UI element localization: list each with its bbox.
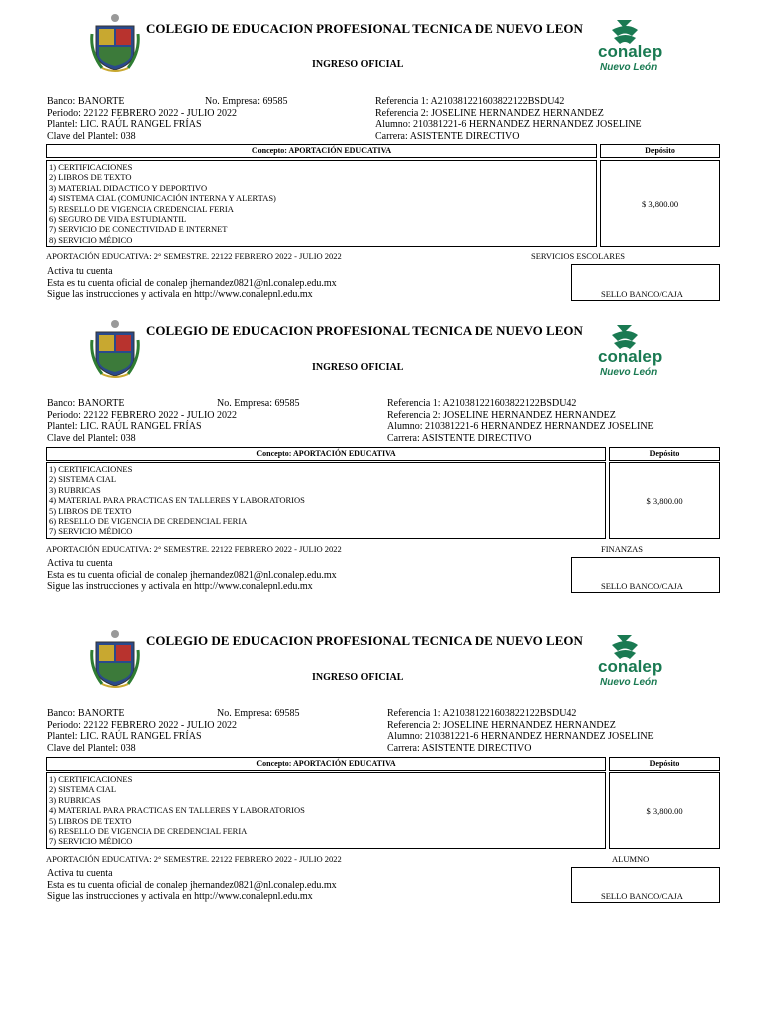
period: Periodo: 22122 FEBRERO 2022 - JULIO 2022 (47, 409, 237, 421)
campus-key: Clave del Plantel: 038 (47, 432, 136, 444)
payment-description: APORTACIÓN EDUCATIVA: 2° SEMESTRE. 22122 FEBRERO 2022 - JULIO 2022 (46, 544, 342, 554)
campus: Plantel: LIC. RAÚL RANGEL FRÍAS (47, 421, 202, 432)
list-item: 3) RUBRICAS (49, 484, 101, 495)
activation-link: Sigue las instrucciones y activala en http://www.conalepnl.edu.mx (47, 891, 313, 902)
deposit-header: Depósito (600, 144, 720, 158)
concept-header: Concepto: APORTACIÓN EDUCATIVA (46, 447, 606, 461)
concept-list (46, 772, 606, 849)
brand-name: conalep (598, 347, 662, 366)
reference-1: Referencia 1: A210381221603822122BSDU42 (387, 398, 577, 409)
institution-title: COLEGIO DE EDUCACION PROFESIONAL TECNICA DE NUEVO LEON (146, 21, 583, 36)
list-item: 6) RESELLO DE VIGENCIA DE CREDENCIAL FERIA (49, 516, 248, 527)
activation-email: Esta es tu cuenta oficial de conalep jhernandez0821@nl.conalep.edu.mx (47, 277, 337, 289)
activation-title: Activa tu cuenta (47, 266, 113, 277)
list-item: 3) MATERIAL DIDACTICO Y DEPORTIVO (49, 182, 208, 193)
document-subtitle: INGRESO OFICIAL (312, 672, 404, 683)
list-item: 5) RESELLO DE VIGENCIA CREDENCIAL FERIA (49, 203, 234, 214)
activation-title: Activa tu cuenta (47, 868, 113, 879)
list-item: 2) SISTEMA CIAL (49, 784, 117, 795)
list-item: 2) LIBROS DE TEXTO (49, 172, 132, 183)
stamp-label: SELLO BANCO/CAJA (601, 289, 683, 299)
period: Periodo: 22122 FEBRERO 2022 - JULIO 2022 (47, 719, 237, 731)
list-item: 2) SISTEMA CIAL (49, 474, 117, 485)
institution-title: COLEGIO DE EDUCACION PROFESIONAL TECNICA DE NUEVO LEON (146, 633, 583, 648)
activation-link: Sigue las instrucciones y activala en http://www.conalepnl.edu.mx (47, 289, 313, 300)
concept-list (46, 160, 597, 247)
reference-block (387, 708, 654, 754)
activation-link: Sigue las instrucciones y activala en http://www.conalepnl.edu.mx (47, 581, 313, 592)
reference-1: Referencia 1: A210381221603822122BSDU42 (387, 708, 577, 719)
institution-title: COLEGIO DE EDUCACION PROFESIONAL TECNICA DE NUEVO LEON (146, 323, 583, 338)
payment-slip-3 (0, 622, 768, 912)
list-item: 1) CERTIFICACIONES (49, 464, 133, 474)
bank-info-block (47, 398, 237, 444)
campus: Plantel: LIC. RAÚL RANGEL FRÍAS (47, 119, 202, 130)
payment-slip-1 (0, 0, 768, 305)
deposit-amount: $ 3,800.00 (600, 160, 720, 247)
reference-1: Referencia 1: A210381221603822122BSDU42 (375, 96, 565, 107)
list-item: 6) SEGURO DE VIDA ESTUDIANTIL (49, 214, 187, 225)
stamp-label: SELLO BANCO/CAJA (601, 581, 683, 591)
account-activation (47, 558, 337, 593)
deposit-amount: $ 3,800.00 (609, 772, 720, 849)
bank-name: Banco: BANORTE (47, 708, 125, 719)
copy-label: SERVICIOS ESCOLARES (531, 251, 626, 261)
copy-label: ALUMNO (612, 854, 650, 864)
concept-header: Concepto: APORTACIÓN EDUCATIVA (46, 144, 597, 158)
list-item: 4) MATERIAL PARA PRACTICAS EN TALLERES Y LABORATORIOS (49, 495, 305, 506)
list-item: 7) SERVICIO MÉDICO (49, 836, 133, 847)
bank-name: Banco: BANORTE (47, 96, 125, 107)
list-item: 5) LIBROS DE TEXTO (49, 815, 132, 826)
career: Carrera: ASISTENTE DIRECTIVO (387, 432, 532, 444)
list-item: 4) SISTEMA CIAL (COMUNICACIÓN INTERNA Y ALERTAS) (49, 193, 276, 204)
nuevo-leon-coat-of-arms-icon (90, 318, 140, 380)
student: Alumno: 210381221-6 HERNANDEZ HERNANDEZ JOSELINE (375, 119, 642, 130)
activation-email: Esta es tu cuenta oficial de conalep jhernandez0821@nl.conalep.edu.mx (47, 569, 337, 581)
document-subtitle: INGRESO OFICIAL (312, 59, 404, 70)
stamp-label: SELLO BANCO/CAJA (601, 891, 683, 901)
list-item: 1) CERTIFICACIONES (49, 162, 133, 172)
list-item: 1) CERTIFICACIONES (49, 774, 133, 784)
account-activation (47, 266, 337, 301)
payment-description: APORTACIÓN EDUCATIVA: 2° SEMESTRE. 22122 FEBRERO 2022 - JULIO 2022 (46, 854, 342, 864)
deposit-header: Depósito (609, 447, 720, 461)
document-subtitle: INGRESO OFICIAL (312, 362, 404, 373)
copy-label: FINANZAS (601, 544, 644, 554)
payment-slip-2 (0, 312, 768, 612)
reference-block (375, 96, 642, 142)
deposit-header: Depósito (609, 757, 720, 771)
deposit-amount: $ 3,800.00 (609, 462, 720, 539)
list-item: 5) LIBROS DE TEXTO (49, 505, 132, 516)
brand-region: Nuevo León (600, 677, 658, 688)
nuevo-leon-coat-of-arms-icon (90, 628, 140, 690)
period: Periodo: 22122 FEBRERO 2022 - JULIO 2022 (47, 107, 237, 119)
list-item: 6) RESELLO DE VIGENCIA DE CREDENCIAL FERIA (49, 826, 248, 837)
campus-key: Clave del Plantel: 038 (47, 742, 136, 754)
conalep-logo-icon (592, 18, 662, 74)
brand-name: conalep (598, 657, 662, 676)
career: Carrera: ASISTENTE DIRECTIVO (375, 130, 520, 142)
list-item: 7) SERVICIO MÉDICO (49, 526, 133, 537)
activation-title: Activa tu cuenta (47, 558, 113, 569)
bank-name: Banco: BANORTE (47, 398, 125, 409)
reference-2: Referencia 2: JOSELINE HERNANDEZ HERNANDEZ (387, 719, 616, 731)
company-number: No. Empresa: 69585 (205, 96, 288, 107)
reference-2: Referencia 2: JOSELINE HERNANDEZ HERNANDEZ (387, 409, 616, 421)
list-item: 3) RUBRICAS (49, 794, 101, 805)
list-item: 4) MATERIAL PARA PRACTICAS EN TALLERES Y LABORATORIOS (49, 805, 305, 816)
nuevo-leon-coat-of-arms-icon (90, 12, 140, 74)
reference-2: Referencia 2: JOSELINE HERNANDEZ HERNANDEZ (375, 107, 604, 119)
account-activation (47, 868, 337, 903)
company-number: No. Empresa: 69585 (217, 708, 300, 719)
reference-block (387, 398, 654, 444)
brand-name: conalep (598, 42, 662, 61)
campus: Plantel: LIC. RAÚL RANGEL FRÍAS (47, 731, 202, 742)
concept-header: Concepto: APORTACIÓN EDUCATIVA (46, 757, 606, 771)
bank-info-block (47, 708, 237, 754)
payment-description: APORTACIÓN EDUCATIVA: 2° SEMESTRE. 22122 FEBRERO 2022 - JULIO 2022 (46, 251, 342, 261)
concept-list (46, 462, 606, 539)
career: Carrera: ASISTENTE DIRECTIVO (387, 742, 532, 754)
student: Alumno: 210381221-6 HERNANDEZ HERNANDEZ JOSELINE (387, 421, 654, 432)
company-number: No. Empresa: 69585 (217, 398, 300, 409)
activation-email: Esta es tu cuenta oficial de conalep jhernandez0821@nl.conalep.edu.mx (47, 879, 337, 891)
list-item: 8) SERVICIO MÉDICO (49, 234, 133, 245)
brand-region: Nuevo León (600, 367, 658, 378)
list-item: 7) SERVICIO DE CONECTIVIDAD E INTERNET (49, 224, 228, 235)
student: Alumno: 210381221-6 HERNANDEZ HERNANDEZ JOSELINE (387, 731, 654, 742)
campus-key: Clave del Plantel: 038 (47, 130, 136, 142)
conalep-logo-icon (592, 323, 662, 379)
brand-region: Nuevo León (600, 62, 658, 73)
conalep-logo-icon (592, 633, 662, 689)
